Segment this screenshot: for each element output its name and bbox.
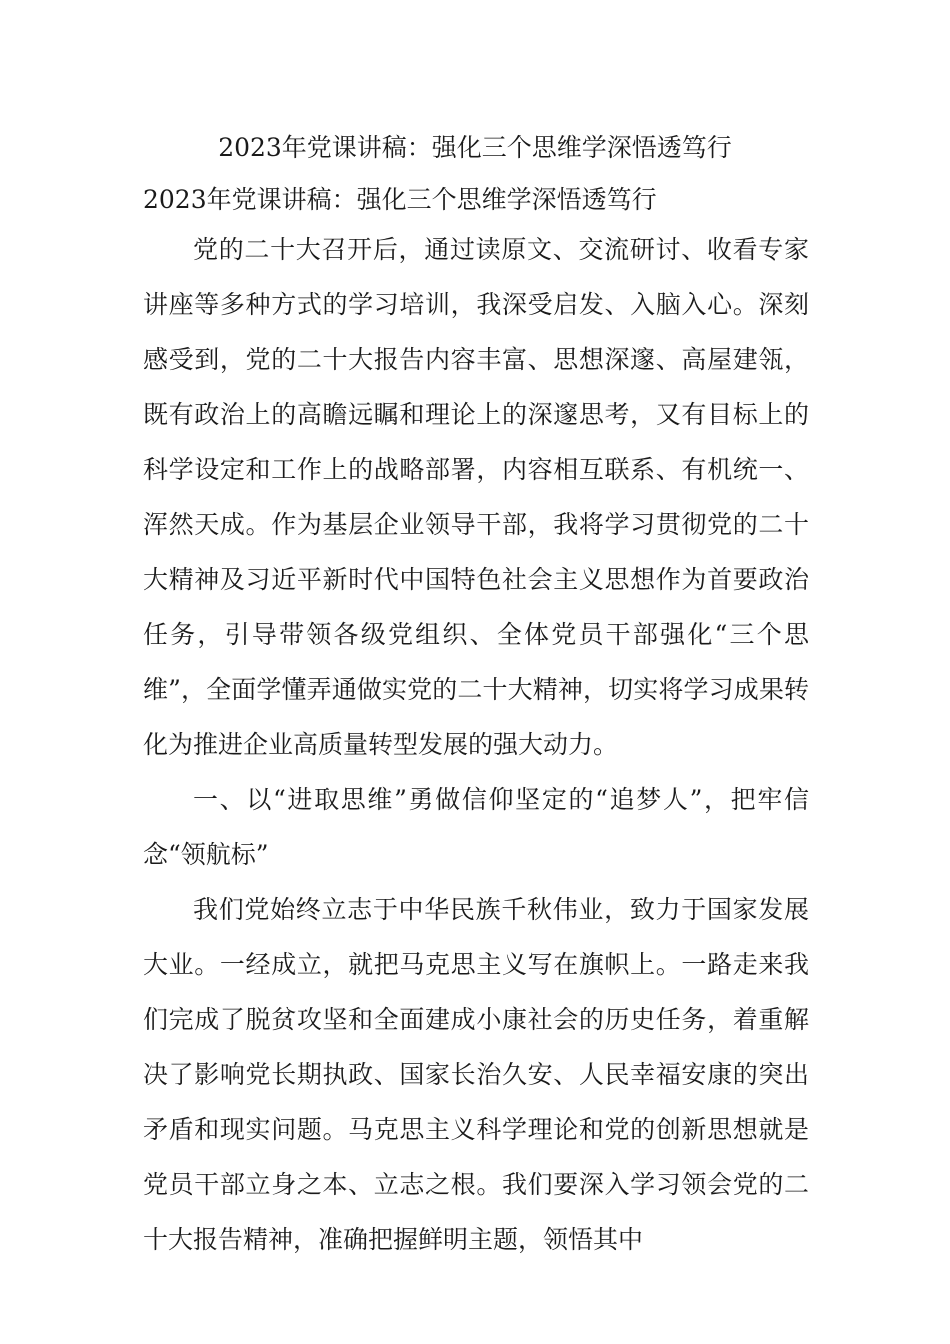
section-heading-1: 一、以“进取思维”勇做信仰坚定的“追梦人”，把牢信念“领航标”: [143, 785, 809, 869]
document-subtitle: 2023年党课讲稿：强化三个思维学深悟透笃行: [143, 185, 657, 214]
document-title: 2023年党课讲稿：强化三个思维学深悟透笃行: [218, 133, 732, 162]
paragraph-intro: 党的二十大召开后，通过读原文、交流研讨、收看专家讲座等多种方式的学习培训，我深受启发、入脑入心。深刻感受到，党的二十大报告内容丰富、思想深邃、高屋建瓴，既有政治上的高瞻远瞩和理论上的深邃思考，又有目标上的科学设定和工作上的战略部署，内容相互联系、有机统一、浑然天成。作为基层企业领导干部，我将学习贯彻党的二十大精神及习近平新时代中国特色社会主义思想作为首要政治任务，引导带领各级党组织、全体党员干部强化“三个思维”，全面学懂弄通做实党的二十大精神，切实将学习成果转化为推进企业高质量转型发展的强大动力。: [143, 235, 809, 759]
document-body: [143, 222, 809, 1267]
paragraph-section-1: 我们党始终立志于中华民族千秋伟业，致力于国家发展大业。一经成立，就把马克思主义写在旗帜上。一路走来我们完成了脱贫攻坚和全面建成小康社会的历史任务，着重解决了影响党长期执政、国家长治久安、人民幸福安康的突出矛盾和现实问题。马克思主义科学理论和党的创新思想就是党员干部立身之本、立志之根。我们要深入学习领会党的二十大报告精神，准确把握鲜明主题，领悟其中: [143, 895, 809, 1254]
